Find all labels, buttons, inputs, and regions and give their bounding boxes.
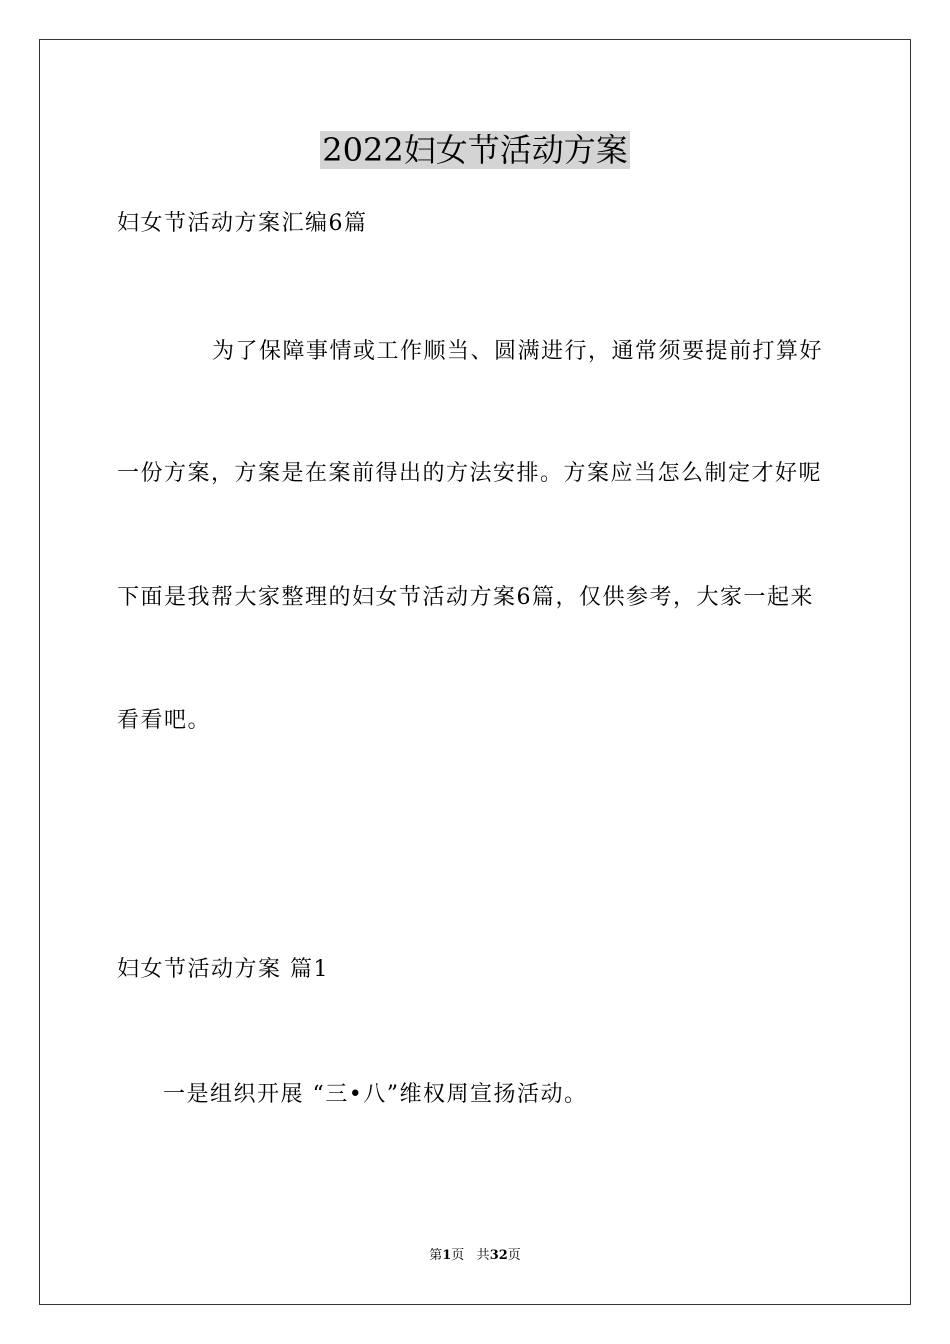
footer-page-number: 1 [442,1248,452,1263]
footer-total-pages: 32 [489,1248,508,1263]
section-item-1: 一是组织开展 “三•八”维权周宣扬活动。 [163,1082,588,1107]
intro-line-2: 一份方案，方案是在案前得出的方法安排。方案应当怎么制定才好呢 [117,461,823,486]
document-title [0,126,950,174]
footer-total-prefix: 共 [476,1248,490,1263]
footer-prefix: 第 [429,1248,443,1263]
intro-line-4: 看看吧。 [117,708,212,733]
intro-line-3: 下面是我帮大家整理的妇女节活动方案6篇，仅供参考，大家一起来 [117,585,814,610]
document-title-text: 2022妇女节活动方案 [322,131,628,169]
page-footer [0,1247,950,1265]
section-heading: 妇女节活动方案 篇1 [117,957,329,982]
document-subtitle: 妇女节活动方案汇编6篇 [117,211,368,236]
footer-total-unit: 页 [507,1248,521,1263]
footer-page-unit: 页 [451,1248,465,1263]
intro-line-1: 为了保障事情或工作顺当、圆满进行，通常须要提前打算好 [212,339,824,364]
